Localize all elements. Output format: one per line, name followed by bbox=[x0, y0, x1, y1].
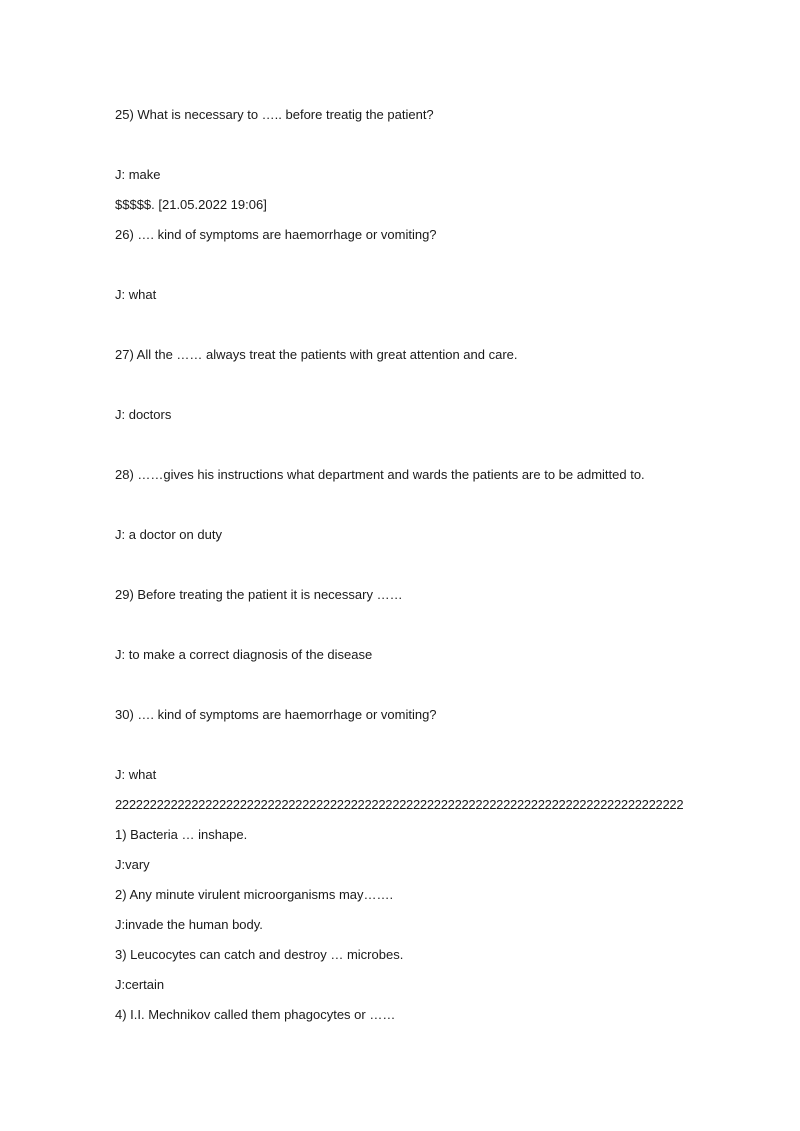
answer-25: J: make bbox=[115, 167, 161, 182]
answer-30: J: what bbox=[115, 767, 157, 782]
message-timestamp: $$$$$. [21.05.2022 19:06] bbox=[115, 197, 267, 212]
answer-27: J: doctors bbox=[115, 407, 172, 422]
question-27: 27) All the …… always treat the patients with great attention and care. bbox=[115, 347, 518, 362]
separator-line: 2222222222222222222222222222222222222222222222222222222222222222222222222222222222 bbox=[115, 797, 684, 812]
question-30: 30) …. kind of symptoms are haemorrhage or vomiting? bbox=[115, 707, 437, 722]
question-3: 3) Leucocytes can catch and destroy … microbes. bbox=[115, 947, 404, 962]
answer-2: J:invade the human body. bbox=[115, 917, 263, 932]
answer-3: J:certain bbox=[115, 977, 165, 992]
question-29: 29) Before treating the patient it is necessary …… bbox=[115, 587, 403, 602]
answer-29: J: to make a correct diagnosis of the disease bbox=[115, 647, 373, 662]
answer-26: J: what bbox=[115, 287, 157, 302]
question-28: 28) ……gives his instructions what department and wards the patients are to be admitted to. bbox=[115, 467, 645, 482]
answer-1: J:vary bbox=[115, 857, 150, 872]
question-26: 26) …. kind of symptoms are haemorrhage or vomiting? bbox=[115, 227, 437, 242]
question-1: 1) Bacteria … inshape. bbox=[115, 827, 248, 842]
question-2: 2) Any minute virulent microorganisms may……. bbox=[115, 887, 394, 902]
answer-28: J: a doctor on duty bbox=[115, 527, 222, 542]
question-25: 25) What is necessary to ….. before treatig the patient? bbox=[115, 107, 434, 122]
question-4: 4) I.I. Mechnikov called them phagocytes or …… bbox=[115, 1007, 396, 1022]
